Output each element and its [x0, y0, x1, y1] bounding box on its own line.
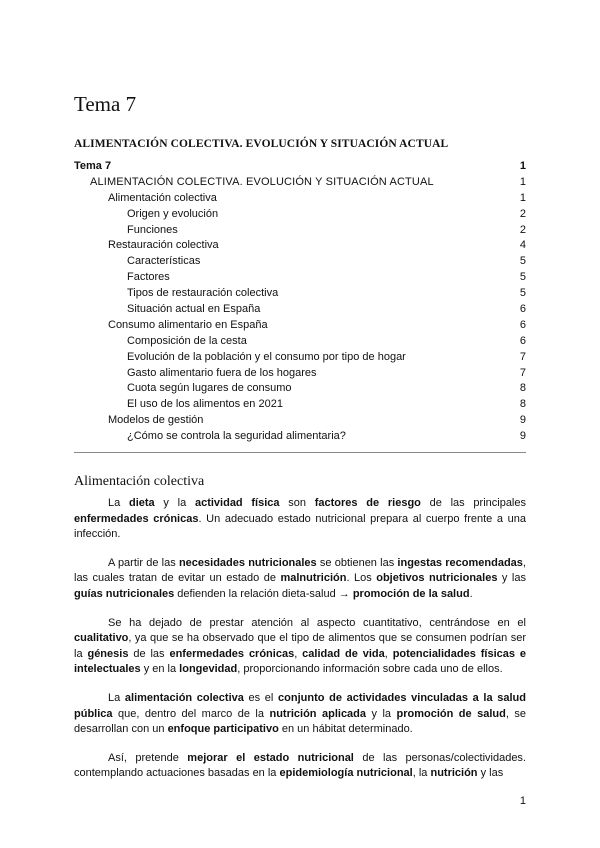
text-run: . Un adecuado estado nutricional prepara al cuerpo frente a una infección. [74, 512, 527, 541]
body-paragraph [74, 616, 526, 678]
bold-term: objetivos nutricionales [376, 572, 498, 585]
toc-entry-page: 2 [519, 207, 526, 220]
toc-entry[interactable] [74, 302, 526, 318]
bold-term: enfermedades crónicas [169, 647, 295, 660]
toc-entry[interactable] [74, 270, 526, 286]
toc-entry[interactable] [74, 397, 526, 413]
text-run: La [108, 691, 125, 704]
toc-entry[interactable] [74, 207, 526, 223]
toc-entry[interactable] [74, 350, 526, 366]
toc-entry-label: Modelos de gestión [108, 414, 204, 427]
toc-entry-page: 9 [519, 430, 526, 443]
toc-entry-label: ¿Cómo se controla la seguridad alimentaria? [127, 430, 346, 443]
toc-entry-page: 9 [519, 414, 526, 427]
toc-entry-page: 6 [519, 318, 526, 331]
text-run: , se desarrollan con un [74, 707, 526, 736]
text-run: que, dentro del marco de la [112, 707, 270, 720]
bold-term: conjunto de actividades vinculadas a la salud pública [74, 691, 526, 720]
bold-term: dieta [128, 497, 155, 509]
text-run: . Los [346, 572, 377, 585]
table-of-contents [74, 159, 526, 445]
toc-entry-page: 2 [519, 223, 526, 236]
bold-term: nutrición aplicada [269, 707, 367, 720]
toc-entry-label: Cuota según lugares de consumo [127, 382, 292, 395]
toc-entry[interactable] [74, 175, 526, 191]
toc-entry[interactable] [74, 223, 526, 239]
toc-entry-label: Gasto alimentario fuera de los hogares [127, 366, 317, 379]
text-run: , las cuales tratan de evitar un estado de [74, 556, 526, 585]
text-run: de las [128, 647, 170, 660]
toc-entry[interactable] [74, 191, 526, 207]
bold-term: malnutrición [280, 572, 347, 585]
document-title: Tema 7 [74, 92, 137, 116]
bold-term: ingestas recomendadas [397, 556, 523, 569]
text-run: de las personas/colectividades. contemplando actuaciones basadas en la [74, 751, 526, 780]
toc-entry-page: 1 [519, 160, 526, 172]
text-run: y en la [140, 663, 180, 676]
bold-term: necesidades nutricionales [178, 556, 317, 569]
text-run: de las principales [420, 497, 526, 509]
bold-term: calidad de vida [302, 647, 385, 660]
toc-entry[interactable] [74, 254, 526, 270]
text-run: , ya que se ha observado que el tipo de alimentos que se consumen podrían ser la [74, 632, 526, 660]
toc-entry-label: Origen y evolución [127, 207, 219, 220]
toc-entry-page: 6 [519, 303, 526, 316]
toc-entry[interactable] [74, 159, 526, 175]
text-run: defienden la relación dieta-salud → [174, 587, 353, 600]
bold-term: potencialidades físicas e intelectuales [74, 647, 527, 676]
toc-entry-label: Características [127, 255, 201, 268]
text-run: . [469, 587, 473, 600]
toc-entry[interactable] [74, 318, 526, 334]
body-paragraph [74, 751, 526, 782]
bold-term: alimentación colectiva [124, 691, 244, 704]
toc-entry-label: Funciones [127, 223, 178, 236]
bold-term: promoción de salud [396, 707, 506, 720]
toc-entry-label: ALIMENTACIÓN COLECTIVA. EVOLUCIÓN Y SITUACIÓN ACTUAL [90, 175, 434, 188]
text-run: y las [477, 767, 504, 780]
text-run: y la [366, 707, 397, 720]
section-heading: Alimentación colectiva [74, 474, 205, 489]
toc-entry-label: Composición de la cesta [127, 334, 247, 347]
bold-term: actividad física [194, 497, 280, 509]
toc-entry-page: 6 [519, 334, 526, 347]
toc-entry-page: 5 [519, 271, 526, 284]
section-body [74, 496, 526, 795]
toc-entry[interactable] [74, 238, 526, 254]
toc-entry-page: 7 [519, 366, 526, 379]
toc-entry-label: Tema 7 [74, 160, 112, 172]
toc-entry-page: 5 [519, 287, 526, 300]
bold-term: factores de riesgo [314, 497, 421, 509]
toc-entry-label: El uso de los alimentos en 2021 [127, 398, 283, 411]
text-run: , proporcionando información sobre cada uno de ellos. [237, 663, 503, 676]
bold-term: génesis [87, 647, 129, 660]
toc-entry-page: 8 [519, 398, 526, 411]
toc-divider [74, 452, 526, 453]
toc-entry-label: Evolución de la población y el consumo por tipo de hogar [127, 350, 406, 363]
page-number: 1 [519, 795, 526, 807]
bold-term: cualitativo [74, 632, 129, 645]
toc-entry[interactable] [74, 413, 526, 429]
toc-entry-label: Alimentación colectiva [108, 191, 217, 204]
text-run: en un hábitat determinado. [278, 723, 413, 736]
toc-entry[interactable] [74, 334, 526, 350]
toc-entry[interactable] [74, 381, 526, 397]
text-run: , [294, 647, 303, 660]
text-run: Se ha dejado de prestar atención al aspecto cuantitativo, centrándose en el [108, 616, 526, 629]
body-paragraph [74, 691, 526, 738]
bold-term: mejorar el estado nutricional [187, 751, 354, 764]
bold-term: enfermedades crónicas [74, 512, 199, 525]
toc-entry-label: Factores [127, 271, 170, 284]
toc-entry-page: 1 [519, 191, 526, 204]
toc-entry[interactable] [74, 429, 526, 445]
bold-term: nutrición [430, 767, 478, 780]
text-run: es el [243, 691, 279, 704]
toc-entry-page: 8 [519, 382, 526, 395]
toc-entry-page: 4 [519, 239, 526, 252]
bold-term: promoción de la salud [352, 587, 470, 600]
text-run: , la [412, 767, 431, 780]
text-run: y las [497, 572, 526, 585]
toc-entry-page: 1 [519, 175, 526, 188]
bold-term: enfoque participativo [167, 723, 279, 736]
toc-entry-page: 7 [519, 350, 526, 363]
document-subtitle: ALIMENTACIÓN COLECTIVA. EVOLUCIÓN Y SITUACIÓN ACTUAL [74, 138, 449, 150]
toc-entry-label: Restauración colectiva [108, 239, 219, 252]
toc-entry-label: Situación actual en España [127, 303, 261, 316]
body-paragraph [74, 496, 526, 543]
toc-entry-label: Consumo alimentario en España [108, 318, 268, 331]
text-run: , [384, 647, 393, 660]
text-run: y la [154, 497, 195, 509]
toc-entry[interactable] [74, 366, 526, 382]
text-run: son [279, 497, 315, 509]
bold-term: epidemiología nutricional [279, 767, 413, 780]
bold-term: longevidad [179, 663, 238, 676]
text-run: Así, pretende [108, 751, 188, 764]
body-paragraph [74, 556, 526, 603]
text-run: se obtienen las [316, 556, 398, 569]
text-run: A partir de las [108, 556, 179, 569]
text-run: La [108, 497, 129, 509]
toc-entry-page: 5 [519, 255, 526, 268]
toc-entry-label: Tipos de restauración colectiva [127, 287, 279, 300]
bold-term: guías nutricionales [74, 587, 175, 600]
toc-entry[interactable] [74, 286, 526, 302]
